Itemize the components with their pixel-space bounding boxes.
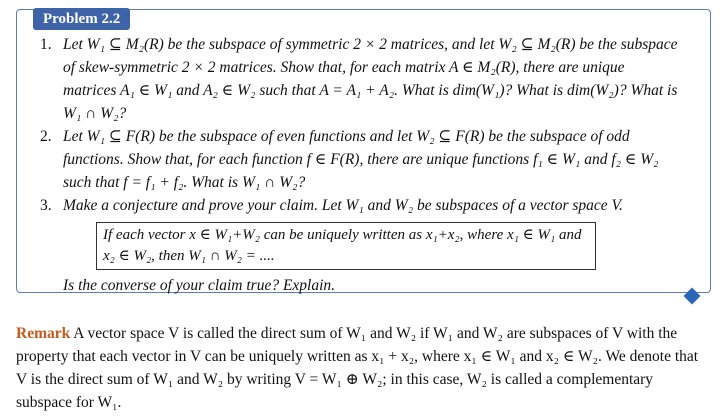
problem-item-2 bbox=[40, 125, 680, 194]
remark-label: Remark bbox=[16, 325, 71, 342]
remark-paragraph bbox=[16, 322, 706, 414]
item-text: Let W₁ ⊆ M₂(R) be the subspace of symmetric 2 × 2 matrices, and let W₂ ⊆ M₂(R) be the subspace of skew-symmetric 2 × 2 matrices. Show that, for each matrix A ∈ M₂(R), there are unique matrices A₁ ∈ W₁ and A₂ ∈ W₂ such that A = A₁ + A₂. What is dim(W₁)? What is dim(W₂)? What is W₁ ∩ W₂? bbox=[63, 36, 678, 122]
claim-box: If each vector x ∈ W₁+W₂ can be uniquely written as x₁+x₂, where x₁ ∈ W₁ and x₂ ∈ W₂, then W₁ ∩ W₂ = .... bbox=[96, 222, 596, 270]
problem-item-1 bbox=[40, 33, 680, 125]
item-number: 2. bbox=[40, 128, 52, 145]
problem-items bbox=[40, 33, 680, 297]
item-text: Let W₁ ⊆ F(R) be the subspace of even functions and let W₂ ⊆ F(R) be the subspace of odd functions. Show that, for each function f ∈ F(R), there are unique functions f₁ ∈ W₁ and f₂ ∈ W₂ such that f = f₁ + f₂. What is W₁ ∩ W₂? bbox=[63, 128, 659, 191]
item-number: 3. bbox=[40, 197, 52, 214]
item-number: 1. bbox=[40, 36, 52, 53]
item-text: Make a conjecture and prove your claim. Let W₁ and W₂ be subspaces of a vector space V. bbox=[63, 197, 623, 214]
remark-text: A vector space V is called the direct sum of W₁ and W₂ if W₁ and W₂ are subspaces of V with the property that each vector in V can be uniquely written as x₁ + x₂, where x₁ ∈ W₁ and x₂ ∈ W₂. We denote that V is the direct sum of W₁ and W₂ by writing V = W₁ ⊕ W₂; in this case, W₂ is called a complementary subspace for W₁. bbox=[16, 325, 699, 411]
problem-label: Problem 2.2 bbox=[33, 8, 130, 30]
problem-item-3 bbox=[40, 194, 680, 217]
followup-question: Is the converse of your claim true? Explain. bbox=[63, 277, 336, 294]
